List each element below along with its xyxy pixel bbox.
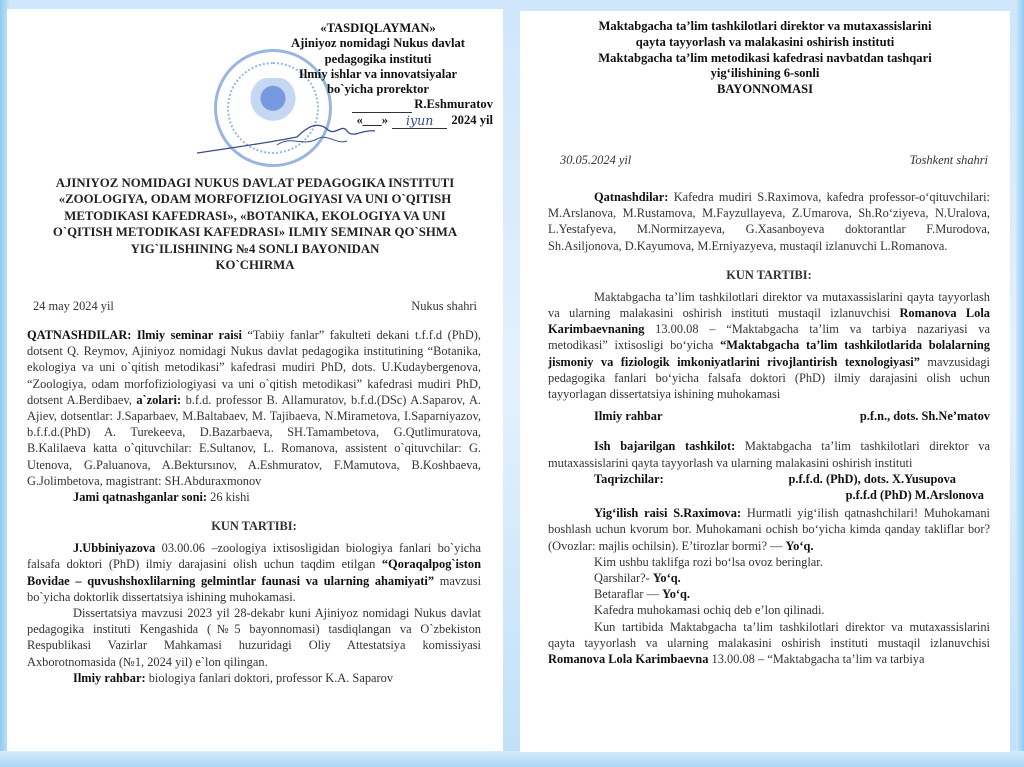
title-line: BAYONNOMASI — [716, 82, 814, 97]
title-line: Maktabgacha ta’lim metodikasi kafedrasi navbatdan tashqari — [598, 50, 932, 65]
agenda-paragraph — [548, 289, 990, 402]
title-line: AJINIYOZ NOMIDAGI NUKUS DAVLAT PEDAGOGIKA INSTITUTI — [55, 176, 455, 190]
participants-label: QATNASHDILAR: — [27, 328, 132, 342]
agenda-topic: “Qoraqalpog`iston Bovidae – quvushshoxlilarning gelmintlar faunasi va ularning ahamiyati” — [27, 557, 481, 588]
approval-line: Ilmiy ishlar va innovatsiyalar — [298, 66, 458, 81]
document-date: 30.05.2024 yil — [560, 153, 632, 167]
advisor-line — [548, 408, 990, 424]
document-body-left — [27, 327, 481, 686]
organization-value: Maktabgacha ta’lim tashkilotlari direktor va mutaxassislarini qayta tayyorlash va ularning malakasini oshirish instituti — [548, 439, 990, 470]
answer-no: Yo‘q. — [662, 587, 691, 602]
advisor-line — [27, 670, 481, 686]
abstain-label: Betaraflar — — [594, 587, 663, 602]
title-line: qayta tayyorlash va malakasini oshirish instituti — [635, 34, 895, 49]
date-place-line — [560, 153, 988, 168]
date-place-line — [33, 299, 477, 314]
frame-border-right — [1016, 0, 1024, 767]
vote-call: Kim ushbu taklifga rozi bo‘lsa ovoz beringlar. — [594, 554, 823, 569]
document-body-right — [548, 189, 990, 667]
frame-border-bottom — [0, 751, 1024, 767]
title-line: O`QITISH METODIKASI KAFEDRASI» ILMIY SEMINAR QO`SHMA — [52, 225, 458, 240]
approval-date-year: 2024 yil — [451, 112, 493, 127]
approval-line: bo`yicha prorektor — [326, 82, 430, 97]
final-paragraph — [548, 619, 990, 668]
agenda-topic: “Maktabgacha ta’lim tashkilotlarida bolalarning jismoniy va fiziologik imkoniyatlarini rivojlantirish texnologiyasi” — [548, 338, 990, 369]
document-title-right — [520, 19, 1010, 98]
reviewers-label: Taqrizchilar: — [594, 471, 664, 486]
chair-text: Hurmatli yig‘ilish qatnashchilari! Muhokamani boshlash uchun kvorum bor. Muhokamani ochish bo‘yicha kimda qanday takliflar bor? (Ovozlar: majlis ochilsin). E’tirozlar bormi? — — [548, 506, 990, 553]
dissertation-paragraph: Dissertatsiya mavzusi 2023 yil 28-dekabr kuni Ajiniyoz nomidagi Nukus davlat pedagogika instituti Kengashida (№5 bayonnomasi) tasdiqlangan va O`zbekiston Respublikasi Vazirlar Mahkamasi huzuridagi Oliy Attestatsiya komissiyasi Axborotnomasida (№1, 2024 yil) e`lon qilingan. — [27, 606, 481, 669]
title-line: KO`CHIRMA — [215, 258, 295, 273]
title-line: yig‘ilishining 6-sonli — [710, 66, 820, 81]
document-page-left — [7, 9, 503, 751]
participants-label: Qatnashdilar: — [594, 190, 669, 204]
final-text: 13.00.08 – “Maktabgacha ta’lim va tarbiya — [708, 652, 925, 667]
agenda-text: 13.00.08 – “Maktabgacha ta’lim va tarbiya nazariyasi va metodikasi” ixtisosligi bo‘yicha — [548, 322, 990, 353]
open-declared: Kafedra muhokamasi ochiq deb e’lon qilinadi. — [594, 603, 825, 618]
document-city: Nukus shahri — [411, 299, 477, 313]
participants-text: Kafedra mudiri S.Raximova, kafedra professor-o‘qituvchilari: M.Arslanova, M.Rustamova, M.Fayzullayeva, Z.Umarova, Sh.Ro‘ziyeva, N.Uralova, L.Yestafyeva, M.Normirzayeva, G.Xasanboyeva doktorantlar F.Murodova, Sh.Asiljonova, D.Kayumova, M.Erniyazyeva, mustaqil izlanuvchi L.Romanova. — [548, 190, 990, 253]
chair-paragraph — [548, 505, 990, 554]
approval-date-month: iyun — [392, 113, 447, 129]
advisor-label: Ilmiy rahbar — [594, 409, 663, 424]
total-value: 26 kishi — [207, 490, 250, 505]
agenda-text: Maktabgacha ta’lim tashkilotlari direktor va mutaxassislarini qayta tayyorlash va ularning malakasini oshirish instituti mustaqil izlanuvchisi — [548, 289, 990, 321]
agenda-text: mavzusidagi pedagogika fanlari bo‘yicha falsafa doktori (PhD) ilmiy darajasini olish uchun tayyorlagan dissertatsiya ishining muhokamasi — [548, 354, 990, 402]
reviewers-block — [548, 471, 990, 503]
chair-label: Yig‘ilish raisi S.Raximova: — [594, 506, 742, 521]
participants-paragraph — [548, 189, 990, 254]
final-text: Kun tartibida Maktabgacha ta’lim tashkilotlari direktor va mutaxassislarini qayta tayyorlash va ularning malakasini oshirish instituti mustaqil izlanuvchisi — [548, 619, 990, 650]
participants-text: “Tabiiy fanlar” fakulteti dekani t.f.f.d (PhD), dotsent Q. Reymov, Ajiniyoz nomidagi Nukus davlat pedagogika institutining “Botanika, ekologiya va uni o`qitish metodikasi” kafedrasi mudiri PhD, dots. U.Kudaybergenova, “Zoologiya, odam morfofiziologiyasi va uni o`qitish metodikasi” kafedrasi mudiri PhD, dotsent A.Berdibaev, — [27, 328, 481, 407]
approval-block — [263, 21, 493, 129]
title-line: «ZOOLOGIYA, ODAM MORFOFIZIOLOGIYASI VA UNI O`QITISH — [58, 192, 452, 207]
members-text: b.f.d. professor B. Allamuratov, b.f.d.(DSc) A.Saparov, A. Ajiev, dotsentlar: J.Saparbaev, M.Baltabaev, M. Tajibaeva, N.Mirametova, I.Saparniyazov, b.f.f.d.(PhD) A. Turekeeva, D.Bazarbaeva, SH.Tamambetova, G.Qutlimuratova, B.Kalilaeva katta o`qituvchilar: E.Sultanov, L. Romanova, assistent o`qituvchilar: G. Utenova, G.Paluanova, A.Bektursınov, A.Eshmuratov, F.Mamutova, B.Koshbaeva, G.Jolimbetova, magistrant: SH.Abduraxmonov — [27, 392, 482, 488]
reviewer-item: p.f.f.d (PhD) M.Arslonova — [845, 488, 984, 503]
agenda-heading: KUN TARTIBI: — [726, 267, 812, 282]
document-page-right — [520, 11, 1010, 752]
agenda-heading: KUN TARTIBI: — [211, 519, 297, 534]
abstain-line — [548, 586, 990, 602]
organization-paragraph — [548, 438, 990, 470]
agenda-paragraph — [27, 540, 481, 605]
agenda-name: J.Ubbiniyazova — [73, 541, 156, 556]
final-name: Romanova Lola Karimbaevna — [548, 652, 709, 667]
title-line: Maktabgacha ta’lim tashkilotlari direktor va mutaxassislarini — [598, 19, 932, 33]
members-label: a`zolari: — [136, 392, 182, 407]
agenda-text: 03.00.06 –zoologiya ixtisosligidan biologiya fanlari bo`yicha falsafa doktori (PhD) ilmiy darajasini olish uchun taqdim etilgan — [27, 541, 481, 572]
participants-paragraph — [27, 327, 481, 489]
against-line — [548, 570, 990, 586]
agenda-name: Romanova Lola Karimbaevnaning — [548, 306, 990, 337]
approval-date-prefix: «___» — [356, 112, 388, 127]
document-city: Toshkent shahri — [909, 153, 988, 167]
advisor-value: p.f.n., dots. Sh.Ne’matov — [859, 409, 990, 424]
answer-no: Yo‘q. — [785, 538, 814, 553]
advisor-value: biologiya fanlari doktori, professor K.A. Saparov — [145, 670, 394, 685]
advisor-label: Ilmiy rahbar: — [73, 670, 146, 685]
agenda-text: mavzusi bo`yicha doktorlik dissertatsiya ishining muhokamasi. — [27, 573, 482, 604]
approval-line: Ajiniyoz nomidagi Nukus davlat — [291, 36, 465, 51]
document-title-left — [7, 175, 503, 273]
answer-no: Yo‘q. — [652, 571, 681, 586]
total-label: Jami qatnashganlar soni: — [73, 490, 208, 505]
reviewer-item: p.f.f.d. (PhD), dots. X.Yusupova — [788, 471, 956, 486]
approval-heading: «TASDIQLAYMAN» — [320, 21, 436, 35]
approval-line: pedagogika instituti — [324, 51, 432, 66]
against-label: Qarshilar?- — [594, 571, 653, 586]
approval-signer: R.Eshmuratov — [414, 97, 493, 112]
document-date: 24 may 2024 yil — [33, 299, 114, 313]
title-line: METODIKASI KAFEDRASI», «BOTANIKA, EKOLOGIYA VA UNI — [64, 208, 446, 223]
title-line: YIG`ILISHINING №4 SONLI BAYONIDAN — [130, 241, 380, 256]
chair-label: Ilmiy seminar raisi — [136, 328, 242, 342]
total-participants — [27, 489, 481, 505]
organization-label: Ish bajarilgan tashkilot: — [594, 439, 736, 454]
